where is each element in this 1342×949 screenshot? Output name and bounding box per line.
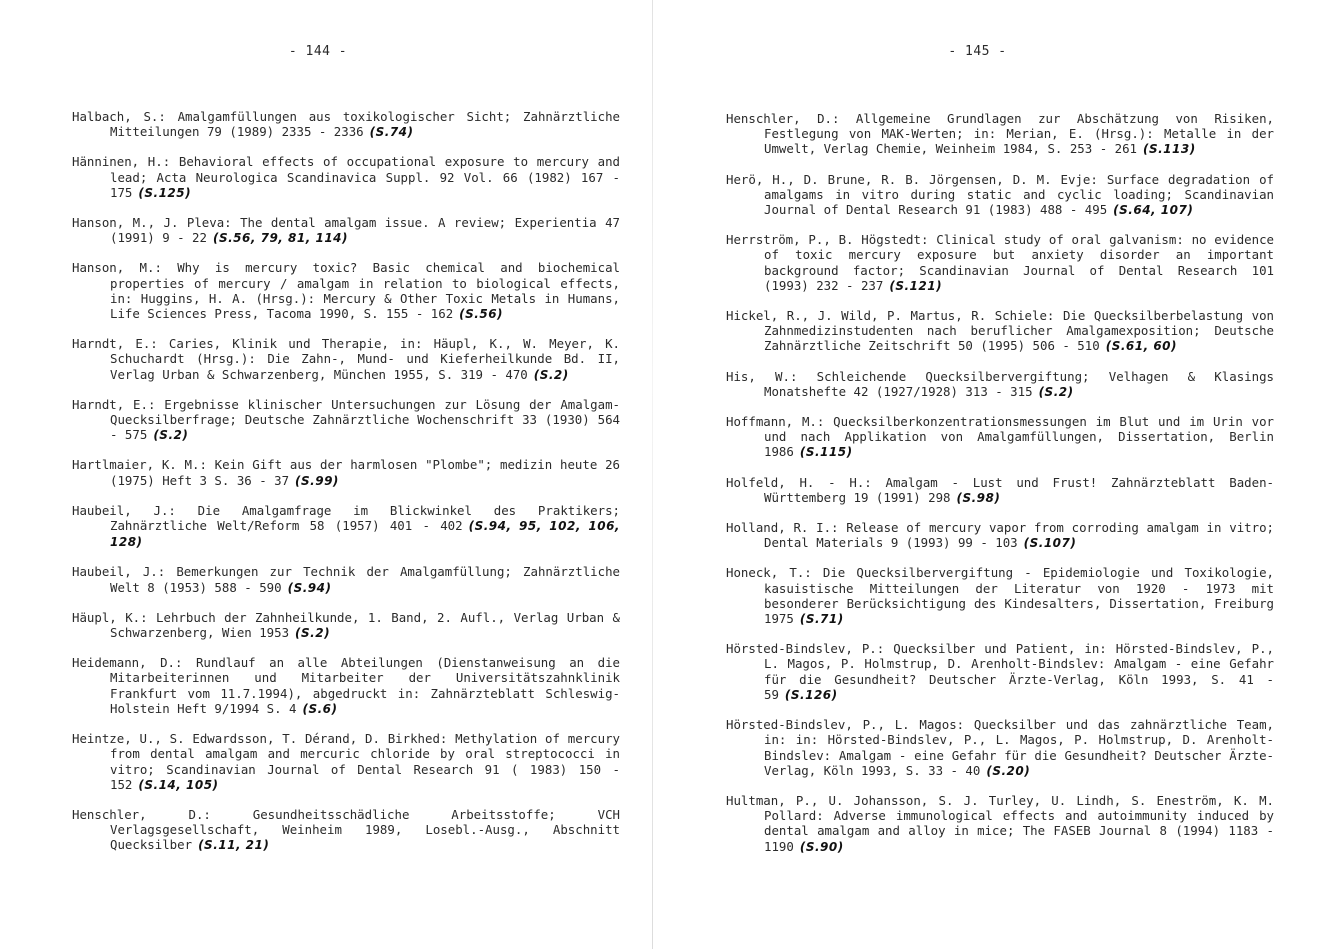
reference-entry <box>72 564 620 595</box>
reference-entry <box>726 414 1274 461</box>
reference-entry <box>726 641 1274 703</box>
handwritten-page-note: (S.94, 95, 102, 106, 128) <box>110 519 620 550</box>
reference-entry <box>726 717 1274 779</box>
handwritten-page-note: (S.98) <box>956 490 1001 505</box>
reference-entry <box>726 232 1274 294</box>
handwritten-page-note: (S.94) <box>287 580 332 595</box>
handwritten-page-note: (S.115) <box>799 445 853 460</box>
reference-entry <box>72 260 620 322</box>
handwritten-page-note: (S.2) <box>295 626 331 641</box>
reference-entry <box>72 154 620 201</box>
reference-text: Henschler, D.: Gesundheitsschädliche Arbeitsstoffe; VCH Verlagsgesellschaft, Weinheim 1989, Losebl.-Ausg., Abschnitt Quecksilber <box>72 806 620 853</box>
handwritten-page-note: (S.126) <box>784 687 838 702</box>
reference-entry <box>72 109 620 140</box>
reference-text: Hartlmaier, K. M.: Kein Gift aus der harmlosen "Plombe"; medizin heute 26 (1975) Heft 3 S. 36 - 37 <box>72 457 620 488</box>
handwritten-page-note: (S.14, 105) <box>138 777 219 792</box>
page-number: - 145 - <box>948 44 1007 59</box>
reference-entry <box>72 503 620 551</box>
reference-text: Hultman, P., U. Johansson, S. J. Turley, U. Lindh, S. Eneström, K. M. Pollard: Adverse immunological effects and autoimmunity induced by dental amalgam and alloy in mice; The FASEB Journal 8 (1994) 1183 - 1190 <box>726 792 1274 854</box>
handwritten-page-note: (S.99) <box>295 473 339 488</box>
reference-text: Herrström, P., B. Högstedt: Clinical study of oral galvanism: no evidence of toxic mercury exposure but anxiety disorder an important background factor; Scandinavian Journal of Dental Research 101 (1993) 232 - 237 <box>726 232 1274 293</box>
reference-text: Halbach, S.: Amalgamfüllungen aus toxikologischer Sicht; Zahnärztliche Mitteilungen 79 (1989) 2335 - 2336 <box>72 109 620 140</box>
reference-text: Holfeld, H. - H.: Amalgam - Lust und Frust! Zahnärzteblatt Baden-Württemberg 19 (1991) 298 <box>726 474 1274 505</box>
handwritten-page-note: (S.2) <box>533 367 569 382</box>
reference-entry <box>726 172 1274 219</box>
handwritten-page-note: (S.107) <box>1023 536 1077 551</box>
reference-entry <box>72 610 620 641</box>
handwritten-page-note: (S.56, 79, 81, 114) <box>212 231 349 246</box>
reference-entry <box>726 369 1274 400</box>
reference-text: Hickel, R., J. Wild, P. Martus, R. Schiele: Die Quecksilberbelastung von Zahnmedizinstudenten nach beruflicher Amalgamexposition; Deutsche Zahnärztliche Zeitschrift 50 (1995) 506 - 510 <box>726 308 1274 354</box>
left-page <box>0 0 652 949</box>
handwritten-page-note: (S.113) <box>1143 142 1196 157</box>
handwritten-page-note: (S.56) <box>459 307 504 322</box>
handwritten-page-note: (S.71) <box>799 612 844 627</box>
reference-entry <box>72 397 620 444</box>
reference-text: His, W.: Schleichende Quecksilbervergiftung; Velhagen & Klasings Monatshefte 42 (1927/1928) 313 - 315 <box>726 368 1274 399</box>
handwritten-page-note: (S.6) <box>302 701 338 716</box>
page-number: - 144 - <box>288 44 348 59</box>
reference-entry <box>72 457 620 488</box>
reference-entry <box>72 336 620 383</box>
handwritten-page-note: (S.61, 60) <box>1105 339 1178 354</box>
handwritten-page-note: (S.20) <box>986 763 1031 778</box>
handwritten-page-note: (S.64, 107) <box>1113 203 1194 218</box>
reference-list <box>72 109 620 868</box>
handwritten-page-note: (S.90) <box>799 839 844 854</box>
reference-text: Hänninen, H.: Behavioral effects of occupational exposure to mercury and lead; Acta Neurologica Scandinavica Suppl. 92 Vol. 66 (1982) 167 - 175 <box>72 154 620 200</box>
reference-entry <box>726 793 1274 855</box>
reference-text: Hanson, M.: Why is mercury toxic? Basic chemical and biochemical properties of mercury / amalgam in relation to biological effects, in: Huggins, H. A. (Hrsg.): Mercury & Other Toxic Metals in Humans, Life Sciences Press, Tacoma 1990, S. 155 - 162 <box>72 260 620 322</box>
handwritten-page-note: (S.2) <box>1038 384 1074 399</box>
reference-entry <box>72 807 620 854</box>
reference-entry <box>72 731 620 793</box>
reference-entry <box>726 111 1274 158</box>
reference-text: Hanson, M., J. Pleva: The dental amalgam issue. A review; Experientia 47 (1991) 9 - 22 <box>72 215 620 246</box>
reference-text: Harndt, E.: Caries, Klinik und Therapie, in: Häupl, K., W. Meyer, K. Schuchardt (Hrsg.): Die Zahn-, Mund- und Kieferheilkunde Bd. II, Verlag Urban & Schwarzenberg, München 1955, S. 319 - 470 <box>72 336 620 382</box>
reference-text: Honeck, T.: Die Quecksilbervergiftung - Epidemiologie und Toxikologie, kasuistische Mitteilungen der Literatur von 1920 - 1973 mit besonderer Berücksichtigung des Kindesalters, Dissertation, Freiburg 1975 <box>726 565 1274 627</box>
reference-text: Haubeil, J.: Die Amalgamfrage im Blickwinkel des Praktikers; Zahnärztliche Welt/Reform 58 (1957) 401 - 402 <box>72 502 620 534</box>
reference-text: Heintze, U., S. Edwardsson, T. Dérand, D. Birkhed: Methylation of mercury from dental amalgam and mercuric chloride by oral streptococci in vitro; Scandinavian Journal of Dental Research 91 ( 1983) 150 - 152 <box>72 731 620 792</box>
reference-entry <box>72 655 620 717</box>
reference-text: Heidemann, D.: Rundlauf an alle Abteilungen (Dienstanweisung an die Mitarbeiterinnen und Mitarbeiter der Universitätszahnklinik Frankfurt vom 11.7.1994), abgedruckt in: Zahnärzteblatt Schleswig-Holstein Heft 9/1994 S. 4 <box>72 655 620 716</box>
reference-text: Hoffmann, M.: Quecksilberkonzentrationsmessungen im Blut und im Urin vor und nach Applikation von Amalgamfüllungen, Dissertation, Berlin 1986 <box>726 414 1274 460</box>
handwritten-page-note: (S.74) <box>369 125 414 140</box>
handwritten-page-note: (S.125) <box>138 185 192 200</box>
reference-text: Henschler, D.: Allgemeine Grundlagen zur Abschätzung von Risiken, Festlegung von MAK-Werten; in: Merian, E. (Hrsg.): Metalle in der Umwelt, Verlag Chemie, Weinheim 1984, S. 253 - 261 <box>726 111 1274 157</box>
reference-text: Hörsted-Bindslev, P.: Quecksilber und Patient, in: Hörsted-Bindslev, P., L. Magos, P. Holmstrup, D. Arenholt-Bindslev: Amalgam - eine Gefahr für die Gesundheit? Deutscher Ärzte-Verlag, Köln 1993, S. 41 - 59 <box>726 641 1274 702</box>
reference-entry <box>72 215 620 246</box>
reference-entry <box>726 475 1274 506</box>
reference-list <box>726 111 1274 869</box>
reference-text: Häupl, K.: Lehrbuch der Zahnheilkunde, 1. Band, 2. Aufl., Verlag Urban & Schwarzenberg, Wien 1953 <box>72 609 620 641</box>
reference-text: Herö, H., D. Brune, R. B. Jörgensen, D. M. Evje: Surface degradation of amalgams in vitro during static and cyclic loading; Scandinavian Journal of Dental Research 91 (1983) 488 - 495 <box>726 171 1274 218</box>
reference-text: Harndt, E.: Ergebnisse klinischer Untersuchungen zur Lösung der Amalgam-Quecksilberfrage; Deutsche Zahnärztliche Wochenschrift 33 (1930) 564 - 575 <box>72 396 620 443</box>
handwritten-page-note: (S.11, 21) <box>198 838 270 853</box>
reference-text: Haubeil, J.: Bemerkungen zur Technik der Amalgamfüllung; Zahnärztliche Welt 8 (1953) 588 - 590 <box>72 564 620 595</box>
reference-text: Hörsted-Bindslev, P., L. Magos: Quecksilber und das zahnärztliche Team, in: in: Hörsted-Bindslev, P., L. Magos, P. Holmstrup, D. Arenholt-Bindslev: Amalgam - eine Gefahr für die Gesundheit? Deutscher Ärzte-Verlag, Köln 1993, S. 33 - 40 <box>726 717 1274 778</box>
handwritten-page-note: (S.2) <box>153 428 189 443</box>
reference-entry <box>726 565 1274 627</box>
reference-text: Holland, R. I.: Release of mercury vapor from corroding amalgam in vitro; Dental Materials 9 (1993) 99 - 103 <box>726 520 1274 551</box>
reference-entry <box>726 520 1274 551</box>
reference-entry <box>726 308 1274 355</box>
handwritten-page-note: (S.121) <box>889 278 943 293</box>
